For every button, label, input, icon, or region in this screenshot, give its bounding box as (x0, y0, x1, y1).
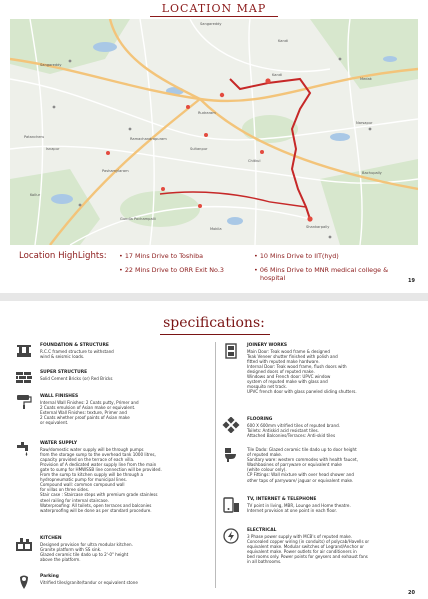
spec-body: 3 Phase power supply with MCB's of reputed make. Concealed copper wiring (in conduits) of polycab/Havells or equivalent make. Modular switches of Legrand/Anchor or equivalent make. Power outlets for air conditioners in bed rooms only. Power points for geysers and exhaust fans in all bathrooms. (247, 533, 370, 565)
map-label: Ramachandrapuram (130, 137, 167, 141)
spec-heading: JOINERY WORKS (247, 343, 288, 348)
page-title: specifications: (163, 315, 265, 331)
map-label: Medak (360, 77, 372, 81)
water-tap-icon (15, 441, 33, 457)
spec-body: R.C.C framed structure to withstand wind & seismic loads. (40, 348, 114, 359)
map-label: Kandi (278, 39, 289, 43)
map-label: Sangareddy (40, 63, 62, 67)
map-label: Bachupally (362, 171, 382, 175)
spec-heading: WALL FINISHES (40, 394, 79, 399)
map-label: Gundla Pochampalli (120, 217, 156, 221)
spec-kitchen (15, 536, 210, 568)
map-label: Shankarpally (306, 225, 330, 229)
lightning-icon (222, 528, 240, 544)
spec-electrical (222, 528, 422, 576)
spec-heading: WATER SUPPLY (40, 441, 78, 446)
spec-super-structure (15, 370, 210, 390)
paint-roller-icon (15, 394, 33, 410)
toilet-icon (222, 447, 240, 463)
title-underline (150, 16, 278, 17)
spec-heading: FOUNDATION & STRUCTURE (40, 343, 109, 348)
spec-parking (15, 574, 210, 592)
spec-foundation (15, 343, 210, 367)
location-map-page (0, 0, 428, 293)
map-graphic (10, 19, 418, 245)
foundation-icon (15, 343, 33, 359)
highlight-item-continued: hospital (260, 274, 286, 282)
spec-body: Solid Cement Bricks (or) Red Bricks (40, 375, 113, 381)
page-title: LOCATION MAP (161, 2, 267, 15)
page-number: 20 (408, 590, 415, 596)
highlights-label: Location HighLights: (19, 251, 107, 261)
spec-heading: Parking (40, 574, 59, 579)
column-divider (215, 342, 216, 588)
map-label: Isnapur (46, 147, 60, 151)
spec-heading: TV, INTERNET & TELEPHONE (247, 497, 317, 502)
map-label: Mokila (210, 227, 222, 231)
specifications-page (0, 301, 428, 599)
spec-wall-finishes (15, 394, 210, 436)
door-icon (222, 343, 240, 359)
spec-sanitary (222, 447, 422, 491)
map-label: Rudraram (198, 111, 216, 115)
map-label: Narsapur (356, 121, 373, 125)
spec-heading: ELECTRICAL (247, 528, 277, 533)
spec-body: Raw/domestic water supply will be through pumps from the storage sump to the overhead tank 1000 litres, capacity provided on the terrace of each villa. Provision of A dedicated water supply line from the main gate to sump for HMWSSB line connection will be provided. From the sump to kitchen supply will be through a hydropneumatic pump for municipal lines. Compound wall: common compound wall for villas on three sides. Stair case : Staircase steps with premium grade stainless steel railing for internal staircase. Waterproofing: All toilets, open terraces and balconies waterproofing will be done as per standard procedure. (40, 446, 162, 513)
title-underline (160, 334, 270, 335)
highlight-item: • 10 Mins Drive to IIT(hyd) (254, 252, 339, 260)
brick-icon (15, 370, 33, 386)
spec-heading: KITCHEN (40, 536, 62, 541)
map-label: Sultanpur (190, 147, 208, 151)
spec-body: Vitrified tiles/granite/tandur or equivalent stone (40, 579, 138, 585)
tiles-icon (222, 417, 240, 433)
tv-phone-icon (222, 497, 240, 513)
spec-body: Internal Wall Finishes: 2 Coats putty, Primer and 2 Coats emulsion of Asian make or equivalent. External Wall Finishes: texture, Primer and 2 Coats whether proof paints of Asian make or equivalent. (40, 399, 139, 425)
kitchen-icon (15, 536, 33, 552)
map-label: Kandi (272, 73, 283, 77)
spec-water-supply (15, 441, 210, 531)
highlight-item: • 17 Mins Drive to Toshiba (119, 252, 204, 260)
map-label: Chitkul (248, 159, 261, 163)
spec-body: TV point in living, MBR, Lounge and Home theatre. Internet provision at one point in each floor. (247, 502, 351, 513)
highlight-item: • 22 Mins Drive to ORR Exit No.3 (119, 266, 224, 274)
spec-body: Designed provision for ultra modular kitchen. Granite platform with SS sink. Glazed ceramic tile dado up to 2'-0" height above the platform. (40, 541, 133, 562)
spec-body: 600 X 600mm vitrified tiles of reputed brand. Toilets: Antiskid acid resistant tiles. Attached Balconies/Terraces: Anti-skid tiles (247, 422, 340, 438)
highlight-item: • 06 Mins Drive to MNR medical college & (254, 266, 389, 274)
parking-icon (15, 574, 33, 590)
spec-flooring (222, 417, 422, 441)
spec-heading: FLOORING (247, 417, 273, 422)
map-label: Patancheru (24, 135, 45, 139)
spec-body: Main Door: Teak wood frame & designed Teak Veneer shutter finished with polish and fitted with reputed make hardware. Internal Door: Teak wood frame, flush doors with designed doors of reputed make. Windows and French door: UPVC window system of reputed make with glass and mosquito net track. UPVC french door with glass paneled sliding shutters. (247, 348, 357, 395)
spec-body: Tile Dado: Glazed ceramic tile dado up to door height of reputed make. Sanitary ware: western commodes with health faucet, Washbasines of parryware or equivalent make (white colour only). CP Fittings: Wall mixture with over head shower and other taps of parryware/ jaguar or equivalent make. (247, 447, 358, 483)
map-label: Sangareddy (200, 22, 222, 26)
location-map[interactable] (10, 19, 418, 245)
spec-tv-internet (222, 497, 422, 521)
spec-heading: SUPER STRUCTURE (40, 370, 88, 375)
map-label: Kollur (30, 193, 41, 197)
spec-joinery-works (222, 343, 422, 409)
map-label: Pashamylaram (102, 169, 129, 173)
page-number: 19 (408, 278, 415, 284)
